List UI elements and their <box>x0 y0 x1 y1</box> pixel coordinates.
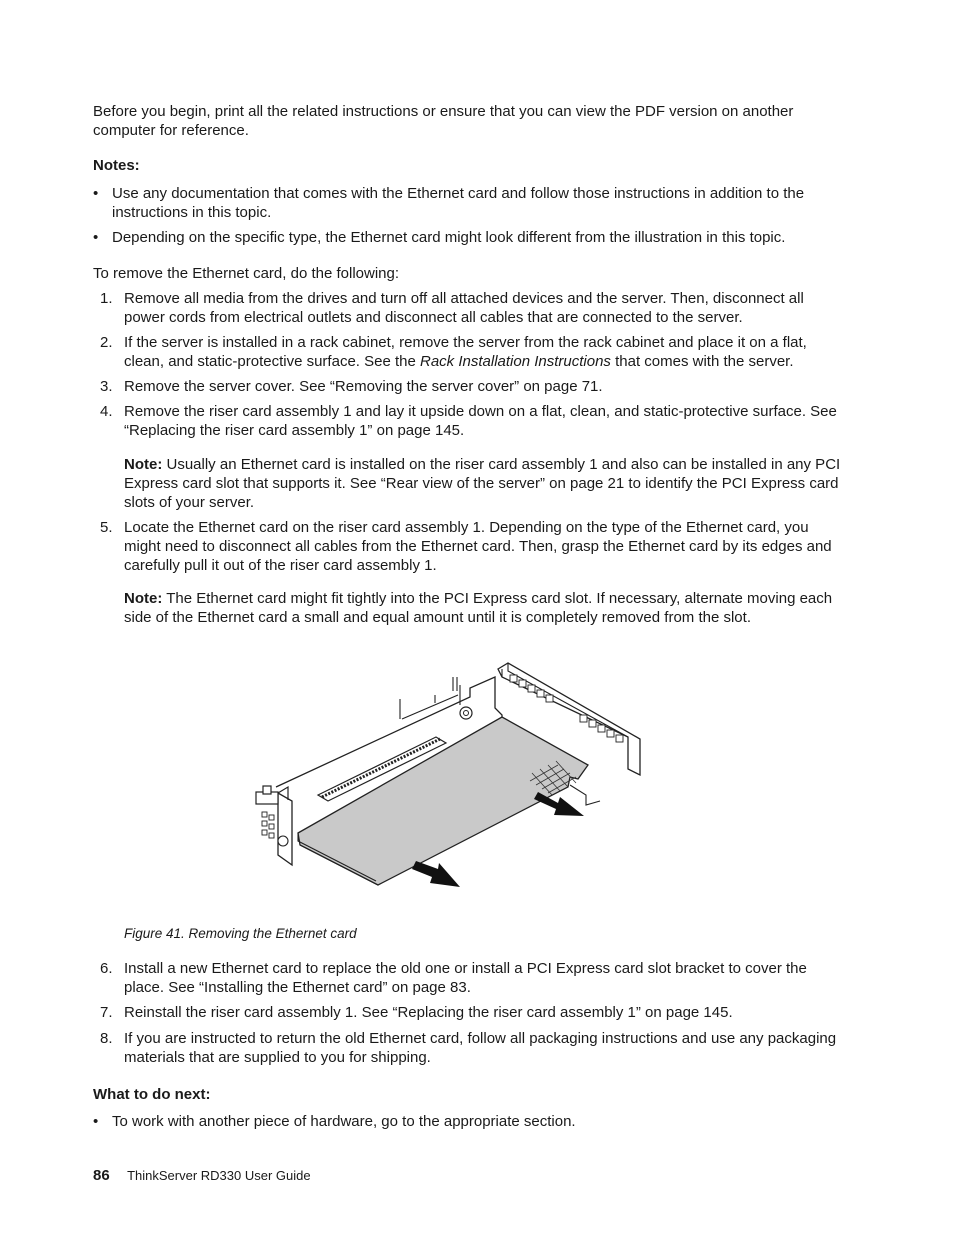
bullet-icon: • <box>93 229 99 246</box>
bullet-icon: • <box>93 185 99 202</box>
rack-installation-title: Rack Installation Instructions <box>420 353 611 370</box>
step-note <box>124 589 846 627</box>
procedure-intro: To remove the Ethernet card, do the following: <box>93 265 400 282</box>
page-footer <box>93 1166 311 1185</box>
step-text: Remove the server cover. See “Removing the server cover” on page 71. <box>124 378 603 395</box>
step-text: If the server is installed in a rack cabinet, remove the server from the rack cabinet and place it on a flat, clean, and static-protective surface. See the Rack Installation Instructions that comes with the server. <box>124 334 807 370</box>
step-number: 1. <box>100 290 113 307</box>
note-label: Note: <box>124 590 163 607</box>
what-next-heading: What to do next: <box>93 1086 211 1103</box>
note-text: Use any documentation that comes with the Ethernet card and follow those instructions in addition to the instructions in this topic. <box>112 185 805 221</box>
intro-paragraph: Before you begin, print all the related instructions or ensure that you can view the PDF version on another computer for reference. <box>93 103 794 139</box>
step-number: 6. <box>100 960 113 977</box>
notes-heading: Notes: <box>93 157 140 174</box>
step-number: 4. <box>100 403 113 420</box>
step-number: 3. <box>100 378 113 395</box>
step-text: Remove the riser card assembly 1 and lay it upside down on a flat, clean, and static-protective surface. See “Replacing the riser card assembly 1” on page 145. <box>124 403 837 439</box>
note-text: Usually an Ethernet card is installed on the riser card assembly 1 and also can be installed in any PCI Express card slot that supports it. See “Rear view of the server” on page 21 to identify the PCI Express card slots of your server. <box>124 456 841 511</box>
next-text: To work with another piece of hardware, go to the appropriate section. <box>112 1113 576 1130</box>
step-text: Remove all media from the drives and turn off all attached devices and the server. Then, disconnect all power cords from electrical outlets and disconnect all cables that are connected to the server. <box>124 290 804 326</box>
ethernet-card-removal-illustration <box>240 655 650 895</box>
step-number: 7. <box>100 1004 113 1021</box>
note-text: Depending on the specific type, the Ethernet card might look different from the illustration in this topic. <box>112 229 786 246</box>
step-number: 8. <box>100 1030 113 1047</box>
note-label: Note: <box>124 456 163 473</box>
step-note <box>124 455 846 512</box>
step-number: 2. <box>100 334 113 351</box>
step-text: Install a new Ethernet card to replace the old one or install a PCI Express card slot bracket to cover the place. See “Installing the Ethernet card” on page 83. <box>124 960 807 996</box>
step-text: If you are instructed to return the old Ethernet card, follow all packaging instructions and use any packaging materials that are supplied to you for shipping. <box>124 1030 837 1066</box>
step-number: 5. <box>100 519 113 536</box>
step-text: Reinstall the riser card assembly 1. See “Replacing the riser card assembly 1” on page 145. <box>124 1004 733 1021</box>
figure-caption: Figure 41. Removing the Ethernet card <box>124 926 357 941</box>
note-text: The Ethernet card might fit tightly into the PCI Express card slot. If necessary, alternate moving each side of the Ethernet card a small and equal amount until it is completely removed from the slot. <box>124 590 833 626</box>
page-number: 86 <box>93 1167 110 1184</box>
bullet-icon: • <box>93 1113 99 1130</box>
document-title: ThinkServer RD330 User Guide <box>127 1168 311 1183</box>
step-text: Locate the Ethernet card on the riser card assembly 1. Depending on the type of the Ethernet card, you might need to disconnect all cables from the Ethernet card. Then, grasp the Ethernet card by its edges and carefully pull it out of the riser card assembly 1. <box>124 519 832 574</box>
